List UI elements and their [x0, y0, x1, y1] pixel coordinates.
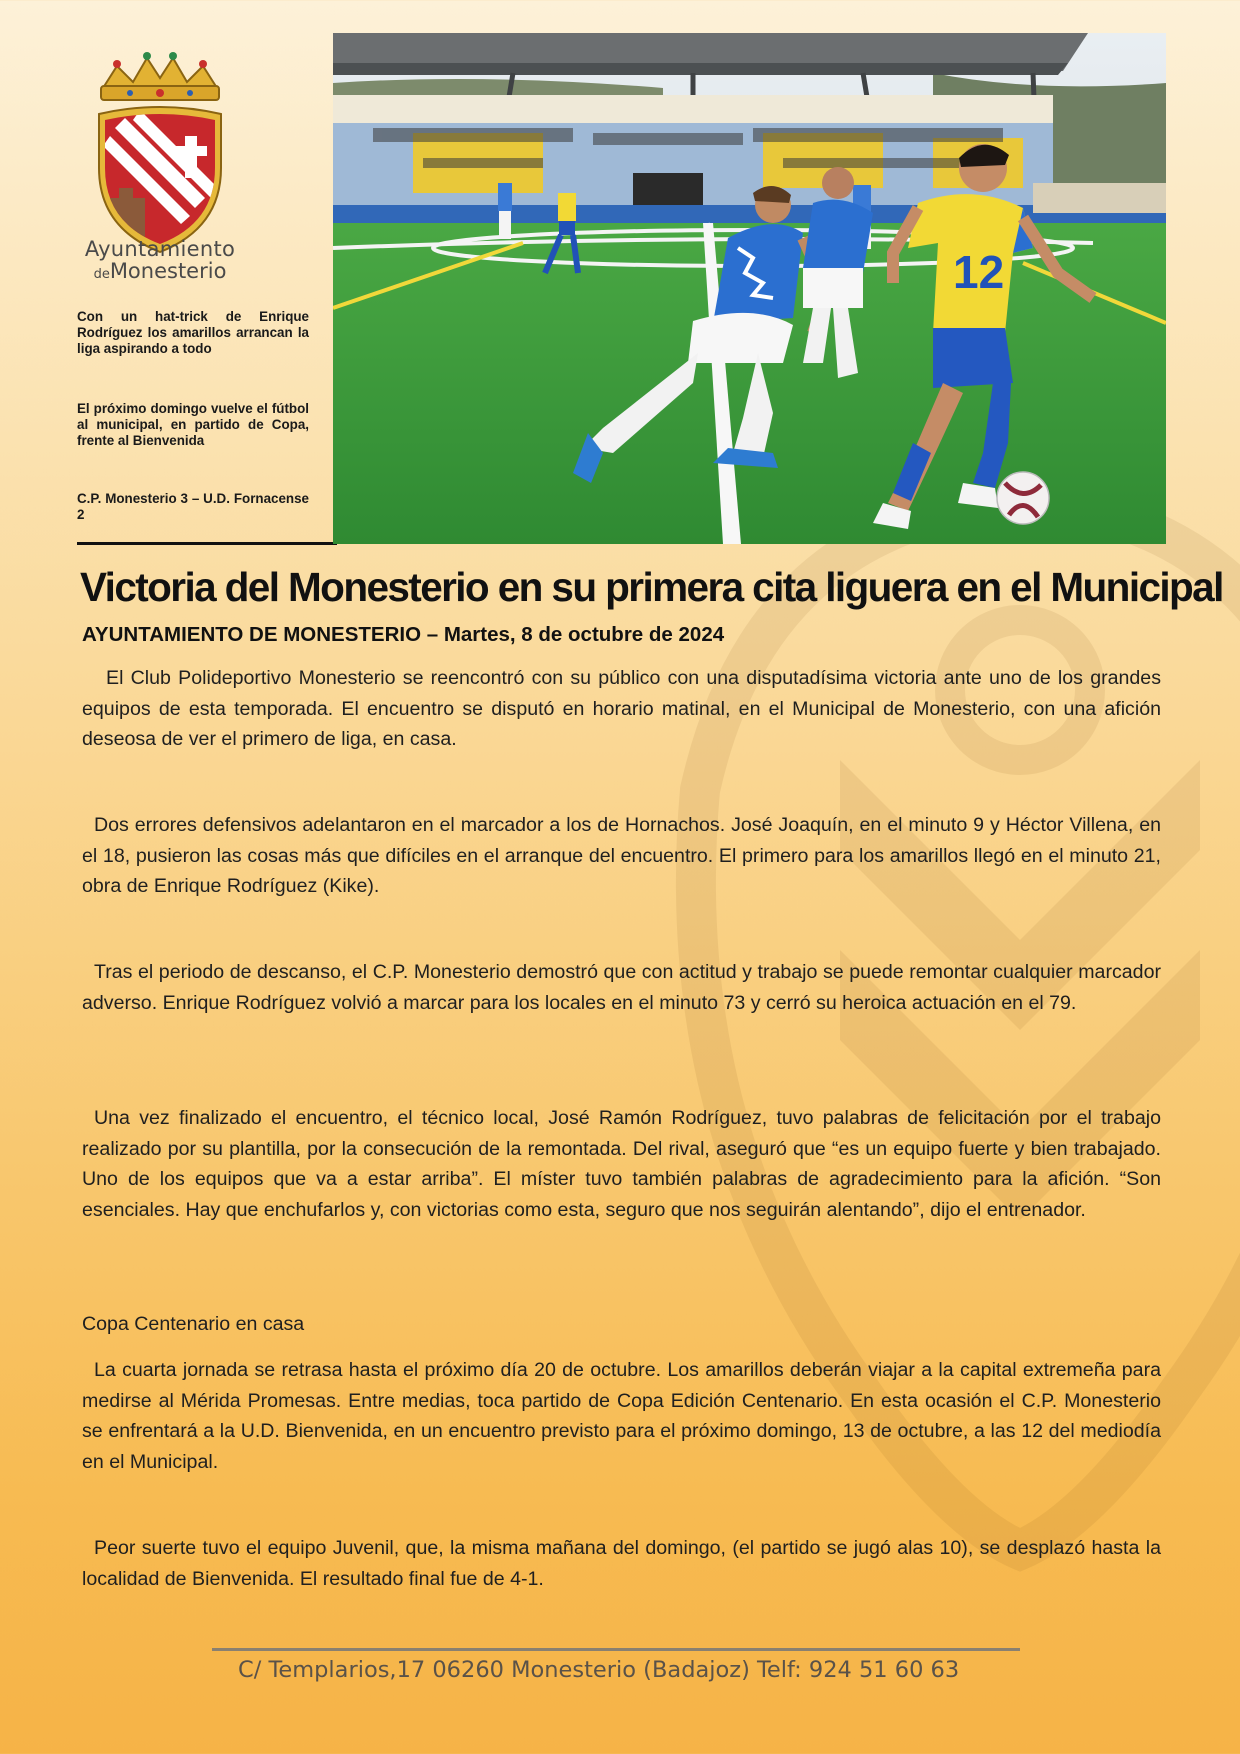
match-photo — [333, 33, 1166, 544]
subheading-copa: Copa Centenario en casa — [82, 1313, 305, 1335]
paragraph-coach-quote: Una vez finalizado el encuentro, el técnico local, José Ramón Rodríguez, tuvo palabras de felicitación por el trabajo realizado por su plantilla, por la consecución de la remontada. Del rival, aseguró que “es un equipo fuerte y bien trabajado. Uno de los equipos que va a estar arriba”. El míster tuvo también palabras de agradecimiento para la afición. “Son esenciales. Hay que enchufarlos y, con victorias como esta, seguro que nos seguirán alentando”, dijo el entrenador. — [82, 1107, 1161, 1221]
crown-icon — [101, 52, 219, 100]
paragraph-intro: El Club Polideportivo Monesterio se reencontró con su público con una disputadísima victoria ante uno de los grandes equipos de esta temporada. El encuentro se disputó en horario matinal, en el Municipal de Monesterio, con una afición deseosa de ver el primero de liga, en casa. — [82, 667, 1161, 751]
paragraph-first-half: Dos errores defensivos adelantaron en el marcador a los de Hornachos. José Joaquín, en el minuto 9 y Héctor Villena, en el 18, pusieron las cosas más que difíciles en el arranque del encuentro. El primero para los amarillos llegó en el minuto 21, obra de Enrique Rodríguez (Kike). — [82, 814, 1161, 898]
logo-name-prefix: de — [93, 267, 110, 283]
football-icon — [997, 472, 1049, 524]
article-byline: AYUNTAMIENTO DE MONESTERIO – Martes, 8 de octubre de 2024 — [82, 623, 725, 646]
sidebar-item-hat-trick: Con un hat-trick de Enrique Rodríguez los amarillos arrancan la liga aspirando a todo — [77, 309, 309, 356]
logo-wordmark — [70, 238, 250, 282]
logo-name-line2: Monesterio — [109, 259, 227, 284]
sidebar-item-score: C.P. Monesterio 3 – U.D. Fornacense 2 — [77, 490, 309, 522]
footer-address: C/ Templarios,17 06260 Monesterio (Badajoz) Telf: 924 51 60 63 — [238, 1657, 960, 1683]
sidebar-item-next-match: El próximo domingo vuelve el fútbol al municipal, en partido de Copa, frente al Bienvenida — [77, 401, 309, 449]
paragraph-copa: La cuarta jornada se retrasa hasta el próximo día 20 de octubre. Los amarillos deberán viajar a la capital extremeña para medirse al Mérida Promesas. Entre medias, toca partido de Copa Edición Centenario. En esta ocasión el C.P. Monesterio se enfrentará a la U.D. Bienvenida, en un encuentro previsto para el próximo domingo, 13 de octubre, a las 12 del mediodía en el Municipal. — [82, 1359, 1161, 1473]
sidebar-divider — [77, 542, 337, 545]
sidebar-summary — [77, 309, 309, 523]
logo-name-line1: Ayuntamiento — [84, 237, 236, 261]
article-headline: Victoria del Monesterio en su primera cita liguera en el Municipal — [80, 564, 1223, 610]
jersey-number: 12 — [953, 246, 1005, 298]
footer-divider — [212, 1648, 1020, 1651]
paragraph-juvenil: Peor suerte tuvo el equipo Juvenil, que, la misma mañana del domingo, (el partido se jugó alas 10), se desplazó hasta la localidad de Bienvenida. El resultado final fue de 4-1. — [82, 1537, 1161, 1590]
paragraph-second-half: Tras el periodo de descanso, el C.P. Monesterio demostró que con actitud y trabajo se puede remontar cualquier marcador adverso. Enrique Rodríguez volvió a marcar para los locales en el minuto 73 y cerró su heroica actuación en el 79. — [82, 961, 1161, 1014]
